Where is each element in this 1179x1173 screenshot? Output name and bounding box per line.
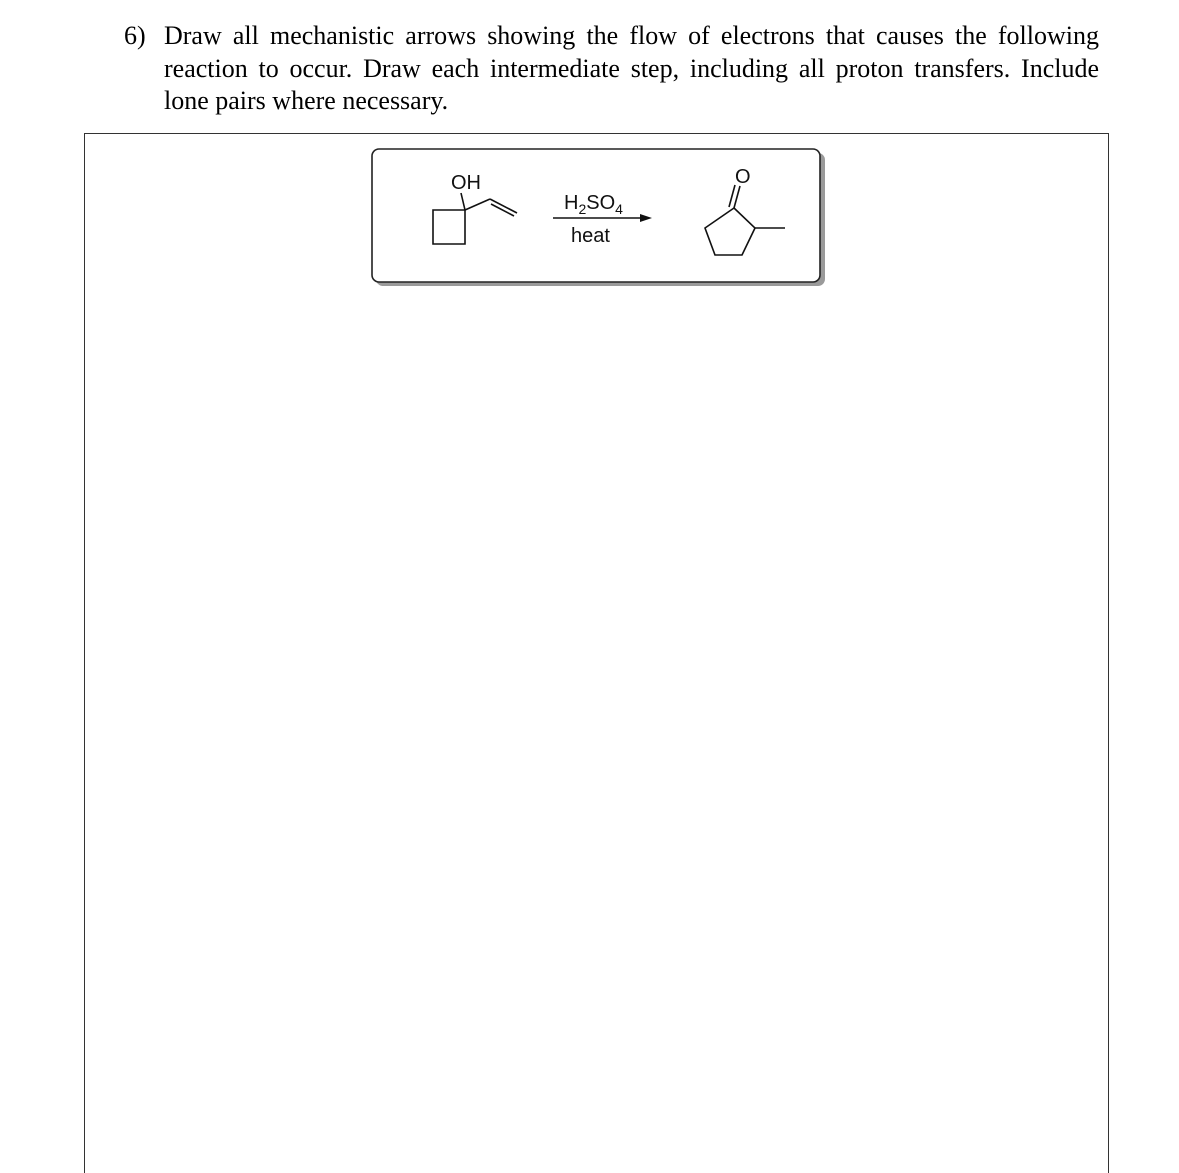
carbonyl-oxygen-label: O — [735, 166, 751, 188]
reagent-so: SO — [586, 192, 616, 214]
condition-label: heat — [571, 225, 610, 247]
question-text: Draw all mechanistic arrows showing the flow of electrons that causes the following reaction to occur. Draw each intermediate step, including all proton transfers. Include lone pairs where necessary. — [164, 21, 1099, 115]
question-number: 6) — [124, 21, 146, 50]
reagent-sub-4: 4 — [615, 201, 623, 217]
reagent-sub-2: 2 — [578, 201, 587, 217]
reagent-formula — [564, 192, 623, 217]
hydroxyl-label: OH — [451, 172, 481, 194]
reagent-h: H — [564, 192, 579, 214]
scheme-frame — [372, 149, 820, 282]
